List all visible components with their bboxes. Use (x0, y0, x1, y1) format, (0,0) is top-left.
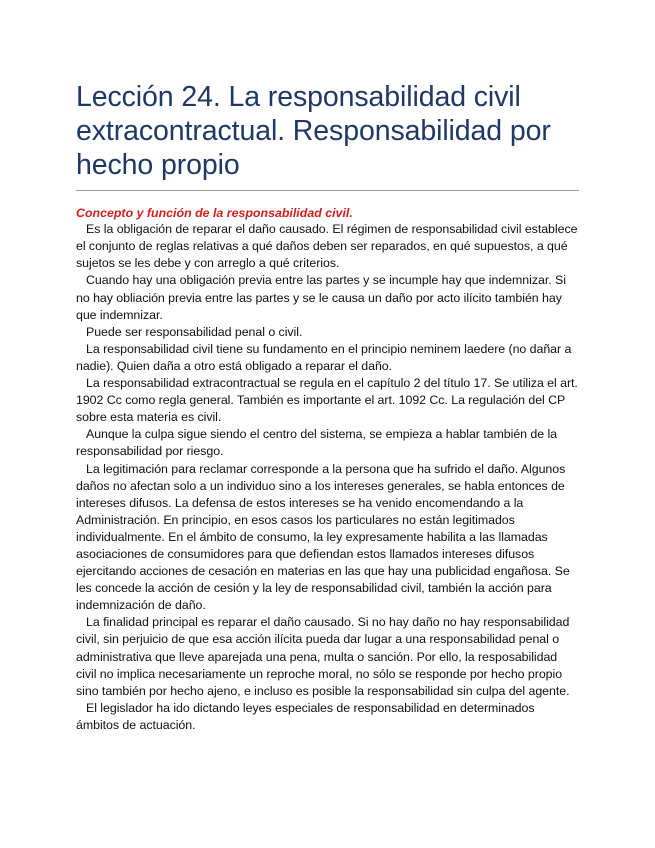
paragraph: El legislador ha ido dictando leyes especiales de responsabilidad en determinados ámbitos de actuación. (76, 700, 535, 732)
document-page (76, 80, 579, 734)
paragraph: La responsabilidad civil tiene su fundamento en el principio neminem laedere (no dañar a nadie). Quien daña a otro está obligado a reparar el daño. (76, 341, 572, 373)
page-title: Lección 24. La responsabilidad civil extracontractual. Responsabilidad por hecho propio (76, 81, 551, 181)
title-divider (76, 190, 579, 191)
paragraph: La legitimación para reclamar corresponde a la persona que ha sufrido el daño. Algunos daños no afectan solo a un individuo sino a los intereses generales, se habla entonces de intereses difusos. La defensa de estos intereses se ha venido encomendando a la Administración. En principio, en esos casos los particulares no están legitimados individualmente. En el ámbito de consumo, la ley expresamente habilita a las llamadas asociaciones de consumidores para que defiendan estos llamados intereses difusos ejercitando acciones de cesación en materias en las que hay una publicidad engañosa. Se les concede la acción de cesión y la ley de responsabilidad civil, también la acción para indemnización de daño. (76, 461, 570, 613)
section-heading: Concepto y función de la responsabilidad civil. (76, 206, 353, 220)
paragraph: La responsabilidad extracontractual se regula en el capítulo 2 del título 17. Se utiliza el art. 1902 Cc como regla general. También es importante el art. 1092 Cc. La regulación del CP sobre esta materia es civil. (76, 376, 578, 425)
paragraph: Cuando hay una obligación previa entre las partes y se incumple hay que indemnizar. Si no hay obliación previa entre las partes y se le causa un daño por acto ilícito también hay que indemnizar. (76, 273, 566, 322)
paragraph: Aunque la culpa sigue siendo el centro del sistema, se empieza a hablar también de la responsabilidad por riesgo. (76, 427, 558, 459)
paragraph: Puede ser responsabilidad penal o civil. (86, 324, 303, 339)
paragraph: La finalidad principal es reparar el daño causado. Si no hay daño no hay responsabilidad civil, sin perjuicio de que esa acción ilícita pueda dar lugar a una responsabilidad penal o administrativa que lleve aparejada una pena, multa o sanción. Por ello, la resposabilidad civil no implica necesariamente un reproche moral, no sólo se responde por hecho propio sino también por hecho ajeno, e incluso es posible la responsabilidad sin culpa del agente. (76, 615, 570, 698)
paragraph: Es la obligación de reparar el daño causado. El régimen de responsabilidad civil establece el conjunto de reglas relativas a qué daños deben ser reparados, en qué supuestos, a qué sujetos se les debe y con arreglo a qué criterios. (76, 222, 578, 271)
document-body (76, 221, 579, 734)
